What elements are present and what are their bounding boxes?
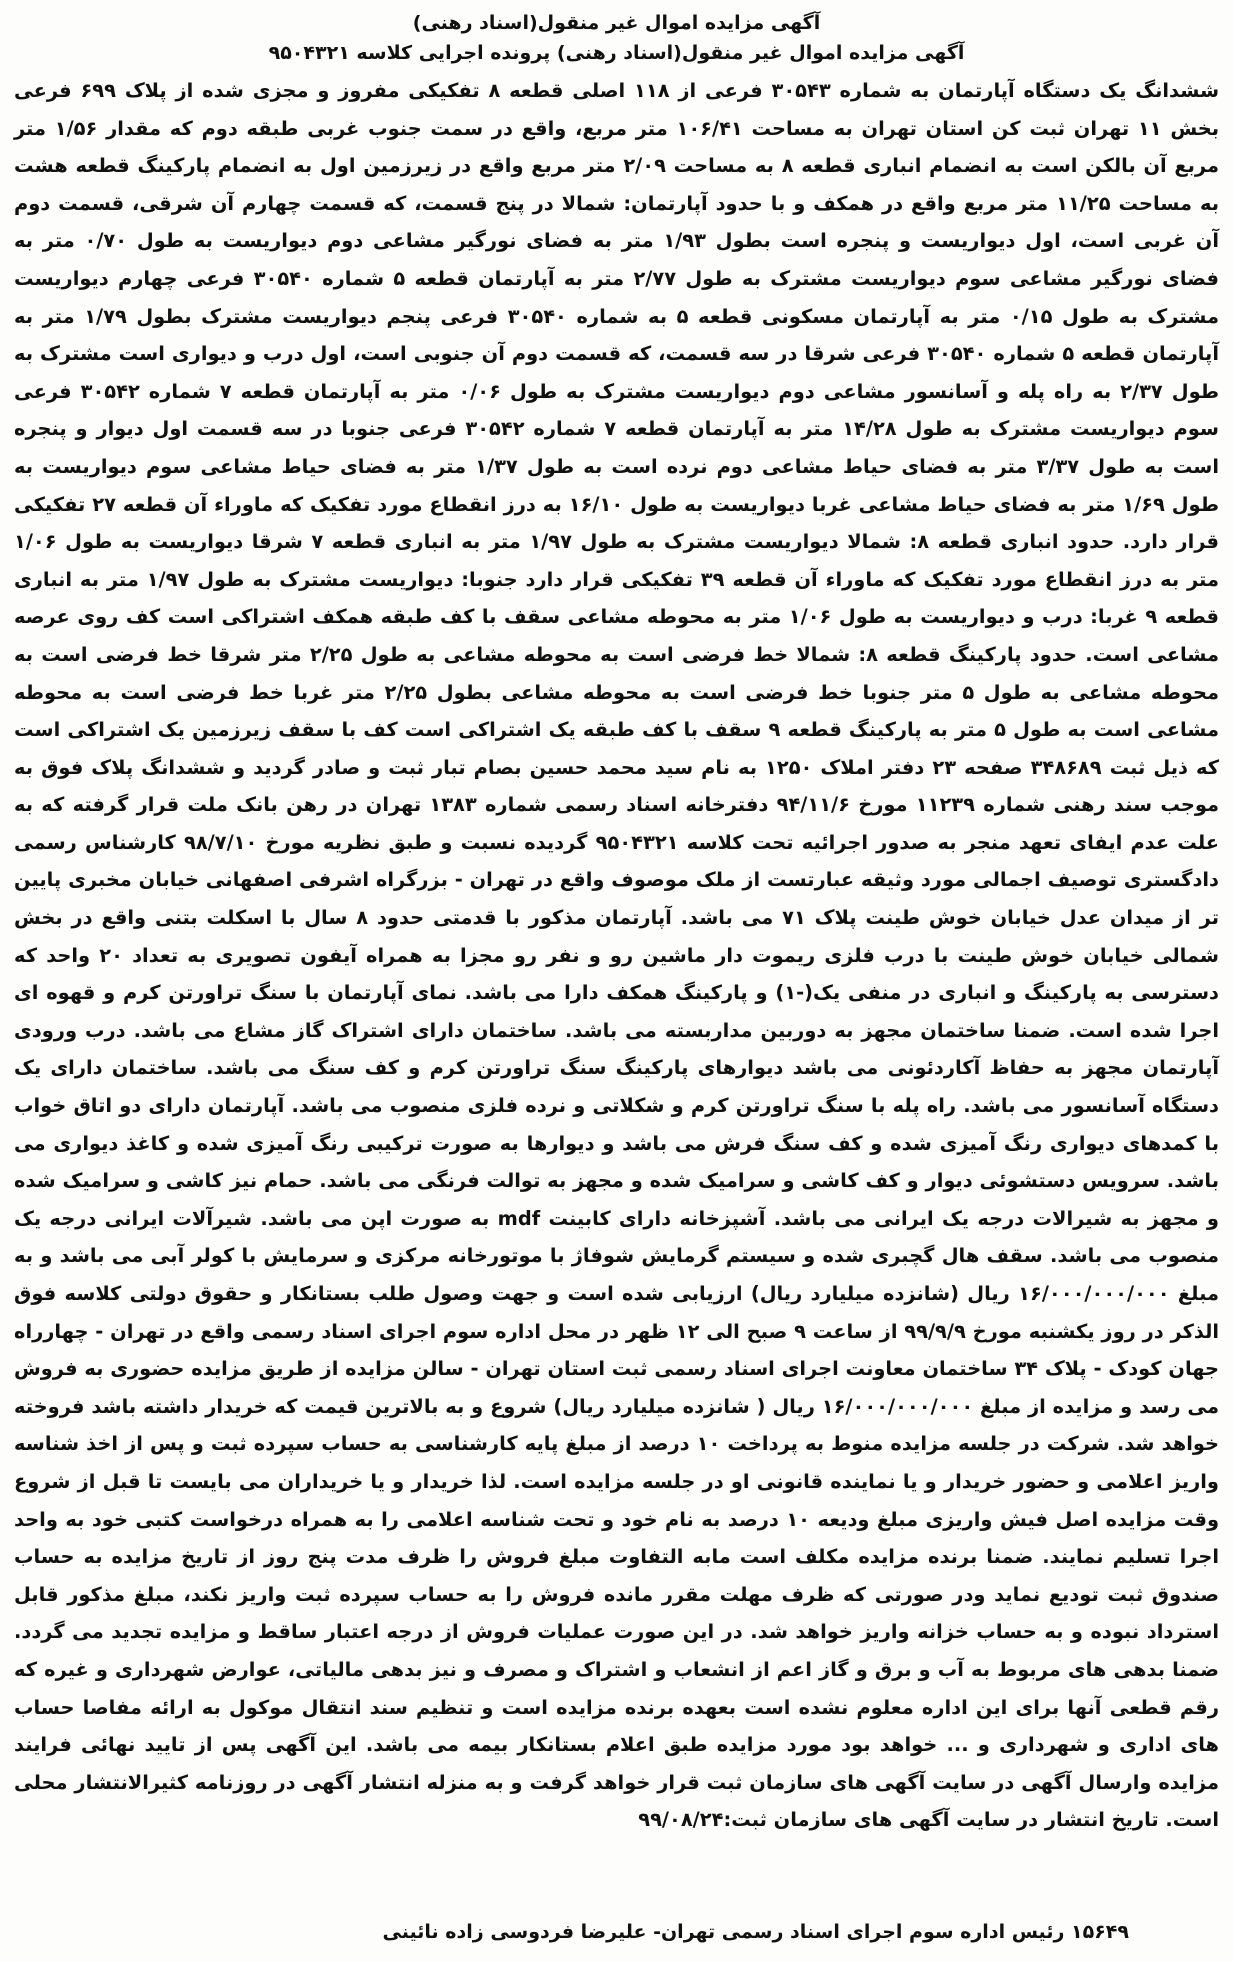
notice-header — [14, 8, 1219, 68]
notice-paragraph: ششدانگ یک دستگاه آپارتمان به شماره ۳۰۵۴۳ فرعی از ۱۱۸ اصلی قطعه ۸ تفکیکی مفروز و مجزی شده از پلاک ۶۹۹ فرعی بخش ۱۱ تهران ثبت کن استان تهران به مساحت ۱۰۶/۴۱ متر مربع، واقع در سمت جنوب غربی طبقه دوم که مقدار ۱/۵۶ متر مربع آن بالکن است به انضمام انباری قطعه ۸ به مساحت ۲/۰۹ متر مربع واقع در زیرزمین اول به انضمام پارکینگ قطعه هشت به مساحت ۱۱/۲۵ متر مربع واقع در همکف و با حدود آپارتمان: شمالا در پنج قسمت، که قسمت چهارم آن شرقی، قسمت دوم آن غربی است، اول دیواریست و پنجره است بطول ۱/۹۳ متر به فضای نورگیر مشاعی دوم دیواریست به طول ۰/۷۰ متر به فضای نورگیر مشاعی سوم دیواریست مشترک به طول ۲/۷۷ متر به آپارتمان قطعه ۵ شماره ۳۰۵۴۰ فرعی چهارم دیواریست مشترک به طول ۰/۱۵ متر به آپارتمان مسکونی قطعه ۵ به شماره ۳۰۵۴۰ فرعی پنجم دیواریست مشترک بطول ۱/۷۹ متر به آپارتمان قطعه ۵ شماره ۳۰۵۴۰ فرعی شرقا در سه قسمت، که قسمت دوم آن جنوبی است، اول درب و دیواری است مشترک به طول ۲/۳۷ به راه پله و آسانسور مشاعی دوم دیواریست مشترک به طول ۰/۰۶ متر به آپارتمان قطعه ۷ شماره ۳۰۵۴۲ فرعی سوم دیواریست مشترک به طول ۱۴/۲۸ متر به آپارتمان قطعه ۷ شماره ۳۰۵۴۲ فرعی جنوبا در سه قسمت اول دیوار و پنجره است به طول ۳/۳۷ متر به فضای حیاط مشاعی دوم نرده است به طول ۱/۳۷ متر به فضای حیاط مشاعی سوم دیواریست به طول ۱/۶۹ متر به فضای حیاط مشاعی غربا دیواریست به طول ۱۶/۱۰ به درز انقطاع مورد تفکیک که ماوراء آن قطعه ۲۷ تفکیکی قرار دارد. حدود انباری قطعه ۸: شمالا دیواریست مشترک به طول ۱/۹۷ متر به انباری قطعه ۷ شرقا دیواریست به طول ۱/۰۶ متر به درز انقطاع مورد تفکیک که ماوراء آن قطعه ۳۹ تفکیکی قرار دارد جنوبا: دیواریست مشترک به طول ۱/۹۷ متر به انباری قطعه ۹ غربا: درب و دیواریست به طول ۱/۰۶ متر به محوطه مشاعی سقف با کف طبقه همکف اشتراکی است کف روی عرصه مشاعی است. حدود پارکینگ قطعه ۸: شمالا خط فرضی است به محوطه مشاعی به طول ۲/۲۵ متر شرقا خط فرضی است به محوطه مشاعی به طول ۵ متر جنوبا خط فرضی است به محوطه مشاعی بطول ۲/۲۵ متر غربا خط فرضی است به محوطه مشاعی است به طول ۵ متر به پارکینگ قطعه ۹ سقف با کف طبقه یک اشتراکی است کف با سقف زیرزمین یک اشتراکی است که ذیل ثبت ۳۴۸۶۸۹ صفحه ۲۳ دفتر املاک ۱۲۵۰ به نام سید محمد حسین بصام تبار ثبت و صادر گردید و ششدانگ پلاک فوق به موجب سند رهنی شماره ۱۱۲۳۹ مورخ ۹۴/۱۱/۶ دفترخانه اسناد رسمی شماره ۱۳۸۳ تهران در رهن بانک ملت قرار گرفته که به علت عدم ایفای تعهد منجر به صدور اجرائیه تحت کلاسه ۹۵۰۴۳۲۱ گردیده نسبت و طبق نظریه مورخ ۹۸/۷/۱۰ کارشناس رسمی دادگستری توصیف اجمالی مورد وثیقه عبارتست از ملک موصوف واقع در تهران - بزرگراه اشرفی اصفهانی خیابان مخبری پایین تر از میدان عدل خیابان خوش طینت پلاک ۷۱ می باشد. آپارتمان مذکور با قدمتی حدود ۸ سال با اسکلت بتنی واقع در بخش شمالی خیابان خوش طینت با درب فلزی ریموت دار ماشین رو و نفر رو مجزا به همراه آیفون تصویری به تعداد ۲۰ واحد که دسترسی به پارکینگ و انباری در منفی یک(-۱) و پارکینگ همکف دارا می باشد. نمای آپارتمان با سنگ تراورتن کرم و قهوه ای اجرا شده است. ضمنا ساختمان مجهز به دوربین مداربسته می باشد. ساختمان دارای اشتراک گاز مشاع می باشد. درب ورودی آپارتمان مجهز به حفاظ آکاردئونی می باشد دیوارهای پارکینگ سنگ تراورتن کرم و کف سنگ می باشد. ساختمان دارای یک دستگاه آسانسور می باشد. راه پله با سنگ تراورتن کرم و شکلاتی و نرده فلزی منصوب می باشد. آپارتمان دارای دو اتاق خواب با کمدهای دیواری رنگ آمیزی شده و کف سنگ فرش می باشد و دیوارها به صورت ترکیبی رنگ آمیزی شده و کاغذ دیواری می باشد. سرویس دستشوئی دیوار و کف کاشی و سرامیک شده و مجهز به توالت فرنگی می باشد. حمام نیز کاشی و سرامیک شده و مجهز به شیرالات درجه یک ایرانی می باشد. آشپزخانه دارای کابینت mdf به صورت اپن می باشد. شیرآلات ایرانی درجه یک منصوب می باشد. سقف هال گچبری شده و سیستم گرمایش شوفاژ با موتورخانه مرکزی و سرمایش با کولر آبی می باشد و به مبلغ ۱۶/۰۰۰/۰۰۰/۰۰۰ ریال (شانزده میلیارد ریال) ارزیابی شده است و جهت وصول طلب بستانکار و حقوق دولتی کلاسه فوق الذکر در روز یکشنبه مورخ ۹۹/۹/۹ از ساعت ۹ صبح الی ۱۲ ظهر در محل اداره سوم اجرای اسناد رسمی واقع در تهران - چهارراه جهان کودک - پلاک ۳۴ ساختمان معاونت اجرای اسناد رسمی ثبت استان تهران - سالن مزایده از طریق مزایده حضوری به فروش می رسد و مزایده از مبلغ ۱۶/۰۰۰/۰۰۰/۰۰۰ ریال ( شانزده میلیارد ریال) شروع و به بالاترین قیمت که خریدار داشته باشد فروخته خواهد شد. شرکت در جلسه مزایده منوط به پرداخت ۱۰ درصد از مبلغ پایه کارشناسی به حساب سپرده ثبت و پس از اخذ شناسه واریز اعلامی و حضور خریدار و یا نماینده قانونی او در جلسه مزایده است. لذا خریدار و یا خریداران می بایست تا قبل از شروع وقت مزایده اصل فیش واریزی مبلغ ودیعه ۱۰ درصد به نام خود و تحت شناسه اعلامی را به همراه درخواست کتبی خود به واحد اجرا تسلیم نمایند. ضمنا برنده مزایده مکلف است مابه التفاوت مبلغ فروش را ظرف مدت پنج روز از تاریخ مزایده به حساب صندوق ثبت تودیع نماید ودر صورتی که ظرف مهلت مقرر مانده فروش را به حساب سپرده ثبت واریز نکند، مبلغ مذکور قابل استرداد نبوده و به حساب خزانه واریز خواهد شد. در این صورت عملیات فروش از درجه اعتبار ساقط و مزایده تجدید می گردد. ضمنا بدهی های مربوط به آب و برق و گاز اعم از انشعاب و اشتراک و مصرف و نیز بدهی مالیاتی، عوارض شهرداری و غیره که رقم قطعی آنها برای این اداره معلوم نشده است بعهده برنده مزایده است و تنظیم سند انتقال موکول به ارائه مفاصا حساب های اداری و شهرداری و ... خواهد بود مورد مزایده طبق اعلام بستانکار بیمه می باشد. این آگهی پس از تایید نهائی فرایند مزایده وارسال آگهی در سایت آگهی های سازمان ثبت قرار خواهد گرفت و به منزله انتشار آگهی در روزنامه کثیرالانتشار محلی است. تاریخ انتشار در سایت آگهی های سازمان ثبت:۹۹/۰۸/۲۴ — [14, 79, 1220, 1832]
notice-body — [14, 72, 1219, 1839]
notice-title: آگهی مزایده اموال غیر منقول(اسناد رهنی) — [412, 12, 821, 34]
notice-subtitle: آگهی مزایده اموال غیر منقول(اسناد رهنی) پرونده اجرایی کلاسه ۹۵۰۴۳۲۱ — [268, 42, 965, 64]
notice-signature: ۱۵۶۴۹ رئیس اداره سوم اجرای اسناد رسمی تهران- علیرضا فردوسی زاده نائینی — [382, 1921, 1129, 1943]
